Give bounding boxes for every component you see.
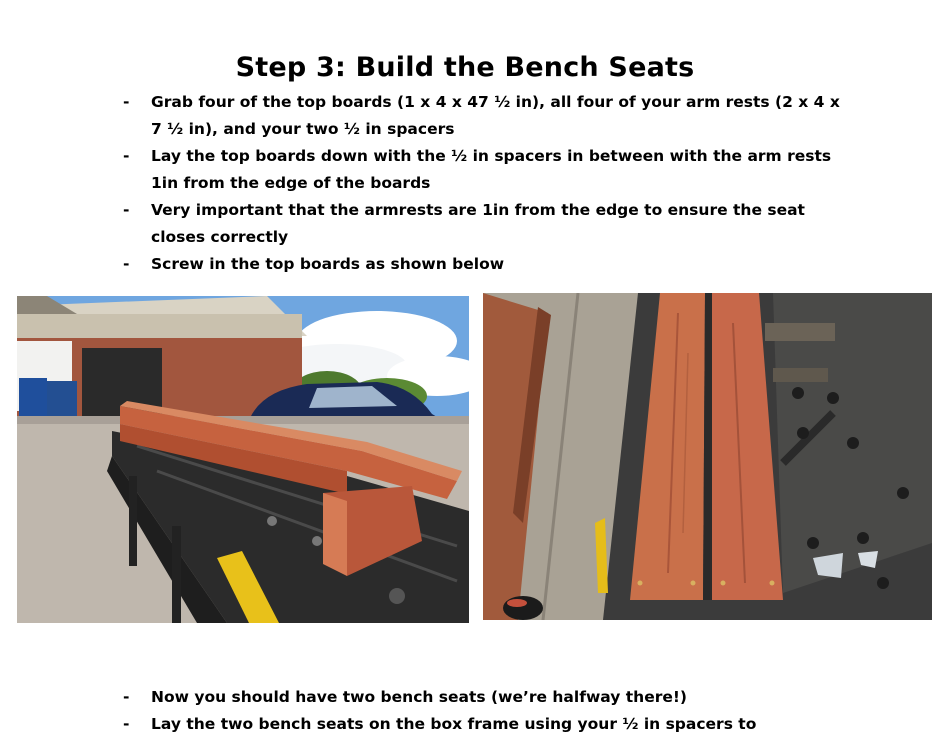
list-item-text: Lay the two bench seats on the box frame using your ½ in spacers to (151, 715, 757, 733)
list-item (120, 251, 840, 278)
photo-bench-in-driveway-illustration (17, 296, 469, 623)
bullet-marker: - (123, 201, 130, 219)
bullet-marker: - (123, 255, 130, 273)
bullet-marker: - (123, 715, 130, 733)
list-item-text: Now you should have two bench seats (we’re halfway there!) (151, 688, 688, 706)
list-item (120, 143, 840, 197)
instructions-list-bottom (120, 684, 840, 738)
list-item (120, 89, 840, 143)
list-item (120, 711, 840, 738)
list-item-text: Screw in the top boards as shown below (151, 255, 505, 273)
photo-boards-top-view-illustration (483, 293, 932, 620)
page-title: Step 3: Build the Bench Seats (235, 52, 695, 84)
bullet-marker: - (123, 93, 130, 111)
list-item (120, 684, 840, 711)
photo-boards-top-view (483, 293, 932, 620)
photo-bench-in-driveway (17, 296, 469, 623)
bullet-marker: - (123, 147, 130, 165)
list-item-text: Grab four of the top boards (1 x 4 x 47 ½ in), all four of your arm rests (2 x 4 x 7 ½ in), and your two ½ in spacers (151, 93, 840, 138)
list-item-text: Very important that the armrests are 1in from the edge to ensure the seat closes correctly (151, 201, 805, 246)
bullet-marker: - (123, 688, 130, 706)
list-item-text: Lay the top boards down with the ½ in spacers in between with the arm rests 1in from the edge of the boards (151, 147, 832, 192)
instructions-list-top (120, 89, 840, 278)
list-item (120, 197, 840, 251)
